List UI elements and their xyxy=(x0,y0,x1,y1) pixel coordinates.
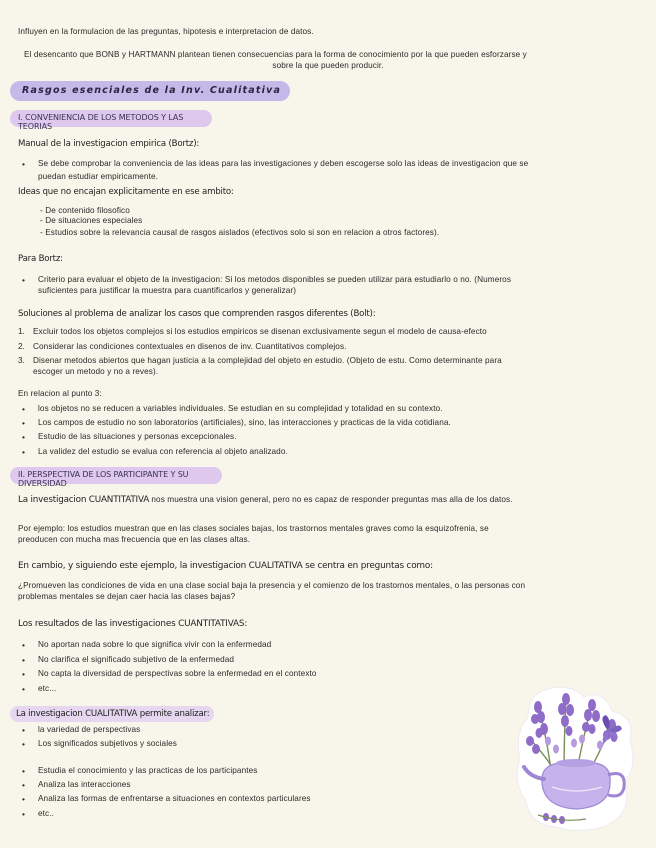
intro-line: Influyen en la formulacion de las preguntas, hipotesis e interpretacion de datos. xyxy=(18,27,314,36)
list-item: - Estudios sobre la relevancia causal de rasgos aislados (efectivos solo si son en relacion a otros factores). xyxy=(40,228,440,237)
list-number: 2. xyxy=(18,342,25,351)
section-heading-pill xyxy=(10,467,222,488)
bullet: • xyxy=(22,418,25,428)
bullet-text: Analiza las interacciones xyxy=(38,780,131,789)
bullet: • xyxy=(22,640,25,650)
list-number: 3. xyxy=(18,356,25,365)
list-item: Considerar las condiciones contextuales en disenos de inv. Cuantitativos complejos. xyxy=(33,342,347,351)
subheading: Los resultados de las investigaciones CUANTITATIVAS: xyxy=(18,619,248,629)
bullet: • xyxy=(22,739,25,749)
section-heading: I. CONVENIENCIA DE LOS METODOS Y LAS TEORIAS xyxy=(18,113,184,131)
bullet-text: Analiza las formas de enfrentarse a situaciones en contextos particulares xyxy=(38,794,311,803)
paragraph-lead: La investigacion CUANTITATIVA xyxy=(18,495,150,505)
subheading: Manual de la investigacion empirica (Bortz): xyxy=(18,139,200,149)
intro-line: sobre la que pueden producir. xyxy=(272,61,384,70)
bullet: • xyxy=(22,447,25,457)
document-title-pill xyxy=(10,81,290,101)
section-heading-pill xyxy=(10,110,212,131)
bullet: • xyxy=(22,655,25,665)
list-item: - De contenido filosofico xyxy=(40,206,130,215)
lavender-teapot-sticker-icon xyxy=(512,683,638,833)
intro-line: El desencanto que BONB y HARTMANN plantean tienen consecuencias para la forma de conocimiento por la que pueden esforzarse y xyxy=(24,50,527,59)
paragraph: ¿Promueven las condiciones de vida en una clase social baja la presencia y el comienzo de los trastornos mentales, o las personas con xyxy=(18,581,526,590)
bullet-text: suficientes para justificar la muestra para cuantificarlos y generalizar) xyxy=(38,286,297,295)
list-number: 1. xyxy=(18,327,25,336)
bullet: • xyxy=(22,432,25,442)
bullet-text: Criterio para evaluar el objeto de la investigacion: Si los metodos disponibles se pueden utilizar para estudiarlo o no. (Numeros xyxy=(38,275,512,284)
list-item: Disenar metodos abiertos que hagan justicia a la complejidad del objeto en estudio. (Objeto de estu. Como determinante para xyxy=(33,356,502,365)
paragraph xyxy=(18,495,513,506)
paragraph: preoducen con mucha mas frecuencia que en las clases altas. xyxy=(18,535,251,544)
bullet: • xyxy=(22,159,25,169)
bullet-text: etc.. xyxy=(38,809,54,818)
subheading: Para Bortz: xyxy=(18,254,63,264)
bullet-text: los objetos no se reducen a variables individuales. Se estudian en su complejidad y totalidad en su contexto. xyxy=(38,404,443,413)
bullet: • xyxy=(22,404,25,414)
list-item: Excluir todos los objetos complejos si los estudios empiricos se disenan exclusivamente segun el modelo de causa-efecto xyxy=(33,327,487,336)
bullet: • xyxy=(22,809,25,819)
subheading: Soluciones al problema de analizar los casos que comprenden rasgos diferentes (Bolt): xyxy=(18,309,376,319)
bullet-text: Estudia el conocimiento y las practicas de los participantes xyxy=(38,766,258,775)
bullet-text: No clarifica el significado subjetivo de la enfermedad xyxy=(38,655,235,664)
paragraph: En relacion al punto 3: xyxy=(18,389,102,398)
paragraph: problemas mentales se dejan caer hacia las clases bajas? xyxy=(18,592,236,601)
list-item: - De situaciones especiales xyxy=(40,216,143,225)
bullet: • xyxy=(22,794,25,804)
document-title: Rasgos esenciales de la Inv. Cualitativa xyxy=(22,85,282,96)
bullet-text: No capta la diversidad de perspectivas sobre la enfermedad en el contexto xyxy=(38,669,317,678)
bullet: • xyxy=(22,725,25,735)
bullet-text: etc... xyxy=(38,684,57,693)
bullet-text: No aportan nada sobre lo que significa vivir con la enfermedad xyxy=(38,640,272,649)
subheading: La investigacion CUALITATIVA permite analizar: xyxy=(16,709,210,719)
list-item: escoger un metodo y no a reves). xyxy=(33,367,159,376)
bullet: • xyxy=(22,780,25,790)
bullet: • xyxy=(22,766,25,776)
section-heading: II. PERSPECTIVA DE LOS PARTICIPANTE Y SU DIVERSIDAD xyxy=(18,470,189,488)
bullet-text: la variedad de perspectivas xyxy=(38,725,141,734)
paragraph-rest: nos muestra una vision general, pero no es capaz de responder preguntas mas alla de los datos. xyxy=(151,495,513,504)
bullet: • xyxy=(22,275,25,285)
bullet: • xyxy=(22,684,25,694)
bullet-text: Estudio de las situaciones y personas excepcionales. xyxy=(38,432,237,441)
bullet-text: puedan estudiar empiricamente. xyxy=(38,172,158,181)
bullet-text: La validez del estudio se evalua con referencia al objeto analizado. xyxy=(38,447,288,456)
subheading: En cambio, y siguiendo este ejemplo, la investigacion CUALITATIVA se centra en preguntas como: xyxy=(18,561,433,571)
bullet-text: Los significados subjetivos y sociales xyxy=(38,739,177,748)
subheading: Ideas que no encajan explicitamente en ese ambito: xyxy=(18,187,234,197)
paragraph: Por ejemplo: los estudios muestran que en las clases sociales bajas, los trastornos mentales graves como la esquizofrenia, se xyxy=(18,524,489,533)
bullet-text: Se debe comprobar la conveniencia de las ideas para las investigaciones y deben escogerse solo las ideas de investigacion que se xyxy=(38,159,529,168)
bullet: • xyxy=(22,669,25,679)
bullet-text: Los campos de estudio no son laboratorios (artificiales), sino, las interacciones y practicas de la vida cotidiana. xyxy=(38,418,451,427)
